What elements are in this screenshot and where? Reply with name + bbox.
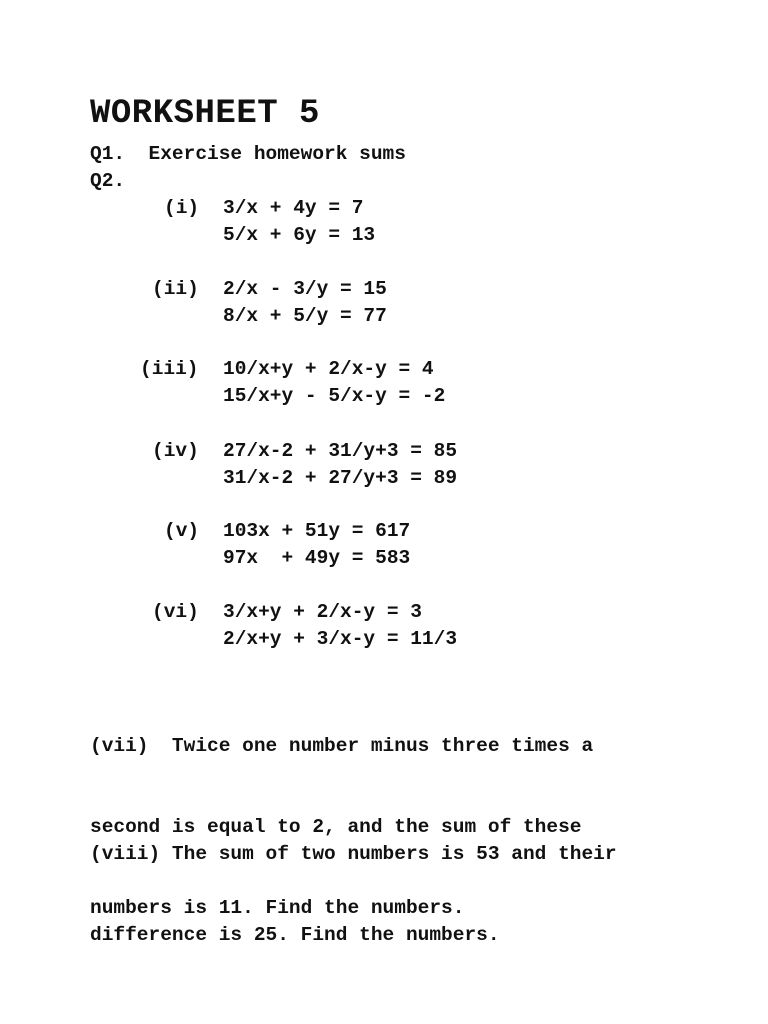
item-label-iii: (iii) [140, 358, 199, 380]
word-problem-vii-line-2: second is equal to 2, and the sum of these [90, 816, 582, 838]
equation-iv-1: 27/x-2 + 31/y+3 = 85 [223, 440, 458, 462]
question-1: Q1. Exercise homework sums [90, 143, 406, 165]
equation-i-2: 5/x + 6y = 13 [223, 224, 376, 246]
item-label-ii: (ii) [152, 278, 199, 300]
equation-i-1: 3/x + 4y = 7 [223, 197, 364, 219]
equation-v-2: 97x + 49y = 583 [223, 547, 411, 569]
word-problem-viii [90, 787, 617, 1003]
equation-vi-1: 3/x+y + 2/x-y = 3 [223, 601, 422, 623]
item-label-i: (i) [164, 197, 200, 219]
equation-iii-1: 10/x+y + 2/x-y = 4 [223, 358, 434, 380]
item-label-v: (v) [164, 520, 200, 542]
item-label-vi: (vi) [152, 601, 199, 623]
item-label-iv: (iv) [152, 440, 199, 462]
page-title: WORKSHEET 5 [90, 95, 320, 133]
word-problem-viii-line-2: difference is 25. Find the numbers. [90, 924, 500, 946]
equation-vi-2: 2/x+y + 3/x-y = 11/3 [223, 628, 458, 650]
equation-v-1: 103x + 51y = 617 [223, 520, 411, 542]
equation-iii-2: 15/x+y - 5/x-y = -2 [223, 385, 446, 407]
equation-ii-2: 8/x + 5/y = 77 [223, 305, 387, 327]
equation-ii-1: 2/x - 3/y = 15 [223, 278, 387, 300]
word-problem-vii-line-3: numbers is 11. Find the numbers. [90, 897, 465, 919]
word-problem-viii-line-1: (viii) The sum of two numbers is 53 and their [90, 843, 617, 865]
equation-iv-2: 31/x-2 + 27/y+3 = 89 [223, 467, 458, 489]
word-problem-vii-line-1: (vii) Twice one number minus three times a [90, 735, 594, 757]
question-2-heading: Q2. [90, 170, 126, 192]
